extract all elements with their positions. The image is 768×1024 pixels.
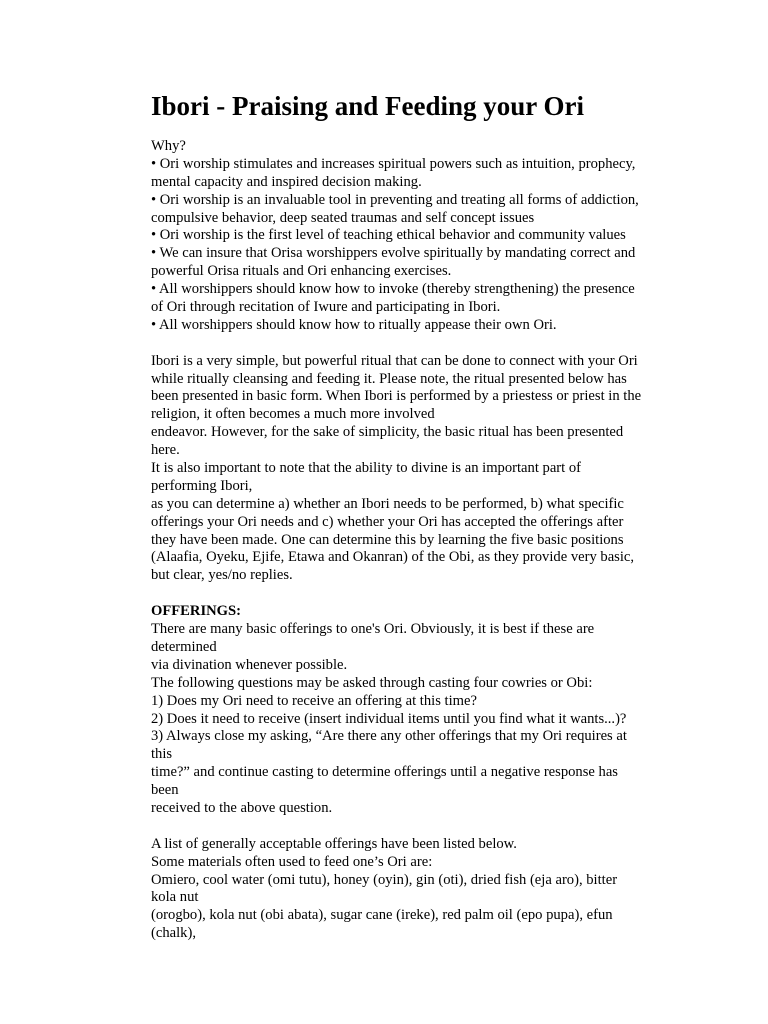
why-section [151, 138, 641, 335]
offerings-line: The following questions may be asked through casting four cowries or Obi: [151, 674, 593, 691]
intro-line: as you can determine a) whether an Ibori needs to be performed, b) what specific [151, 495, 624, 512]
intro-line: but clear, yes/no replies. [151, 567, 293, 584]
paragraph-gap [151, 335, 641, 353]
offerings-line: time?” and continue casting to determine offerings until a negative response has [151, 764, 618, 781]
intro-line: endeavor. However, for the sake of simplicity, the basic ritual has been presented [151, 424, 624, 441]
offerings-line: this [151, 746, 173, 763]
offerings-line: 1) Does my Ori need to receive an offering at this time? [151, 692, 477, 709]
intro-line: been presented in basic form. When Ibori is performed by a priestess or priest in the [151, 388, 642, 405]
why-line: • Ori worship stimulates and increases spiritual powers such as intuition, prophecy, [151, 155, 636, 172]
list-line: A list of generally acceptable offerings have been listed below. [151, 835, 517, 852]
intro-section [151, 353, 641, 586]
why-line: of Ori through recitation of Iwure and participating in Ibori. [151, 299, 501, 316]
offerings-line: determined [151, 638, 217, 655]
intro-line: here. [151, 442, 180, 459]
why-line: • Ori worship is an invaluable tool in preventing and treating all forms of addiction, [151, 191, 639, 208]
why-line: compulsive behavior, deep seated traumas and self concept issues [151, 209, 535, 226]
paragraph-gap [151, 818, 641, 836]
list-line: (chalk), [151, 925, 196, 942]
why-line: mental capacity and inspired decision making. [151, 173, 422, 190]
intro-line: offerings your Ori needs and c) whether your Ori has accepted the offerings after [151, 513, 624, 530]
list-line: (orogbo), kola nut (obi abata), sugar cane (ireke), red palm oil (epo pupa), efun [151, 907, 613, 924]
offerings-line: received to the above question. [151, 799, 333, 816]
document-body [151, 138, 641, 943]
intro-line: performing Ibori, [151, 477, 253, 494]
offerings-line: via divination whenever possible. [151, 656, 348, 673]
offerings-line: There are many basic offerings to one's Ori. Obviously, it is best if these are [151, 621, 595, 638]
intro-line: (Alaafia, Oyeku, Ejife, Etawa and Okanran) of the Obi, as they provide very basic, [151, 549, 635, 566]
offerings-heading: OFFERINGS: [151, 603, 241, 620]
list-line: Omiero, cool water (omi tutu), honey (oyin), gin (oti), dried fish (eja aro), bitter [151, 871, 618, 888]
intro-line: It is also important to note that the ability to divine is an important part of [151, 460, 582, 477]
page-title: Ibori - Praising and Feeding your Ori [151, 91, 585, 121]
intro-line: religion, it often becomes a much more involved [151, 406, 435, 423]
offerings-list-section [151, 836, 641, 943]
why-line: • We can insure that Orisa worshippers evolve spiritually by mandating correct and [151, 245, 636, 262]
offerings-section [151, 603, 641, 818]
offerings-line: 2) Does it need to receive (insert individual items until you find what it wants...)? [151, 710, 627, 727]
why-line: powerful Orisa rituals and Ori enhancing exercises. [151, 263, 452, 280]
paragraph-gap [151, 585, 641, 603]
offerings-line: been [151, 782, 179, 799]
list-line: Some materials often used to feed one’s Ori are: [151, 853, 433, 870]
intro-line: while ritually cleansing and feeding it. Please note, the ritual presented below has [151, 370, 627, 387]
why-line: • Ori worship is the first level of teaching ethical behavior and community values [151, 227, 626, 244]
intro-line: they have been made. One can determine this by learning the five basic positions [151, 531, 624, 548]
why-line: • All worshippers should know how to ritually appease their own Ori. [151, 316, 557, 333]
offerings-line: 3) Always close my asking, “Are there any other offerings that my Ori requires at [151, 728, 627, 745]
why-line: • All worshippers should know how to invoke (thereby strengthening) the presence [151, 281, 635, 298]
list-line: kola nut [151, 889, 199, 906]
intro-line: Ibori is a very simple, but powerful ritual that can be done to connect with your Ori [151, 352, 638, 369]
why-heading: Why? [151, 138, 186, 154]
